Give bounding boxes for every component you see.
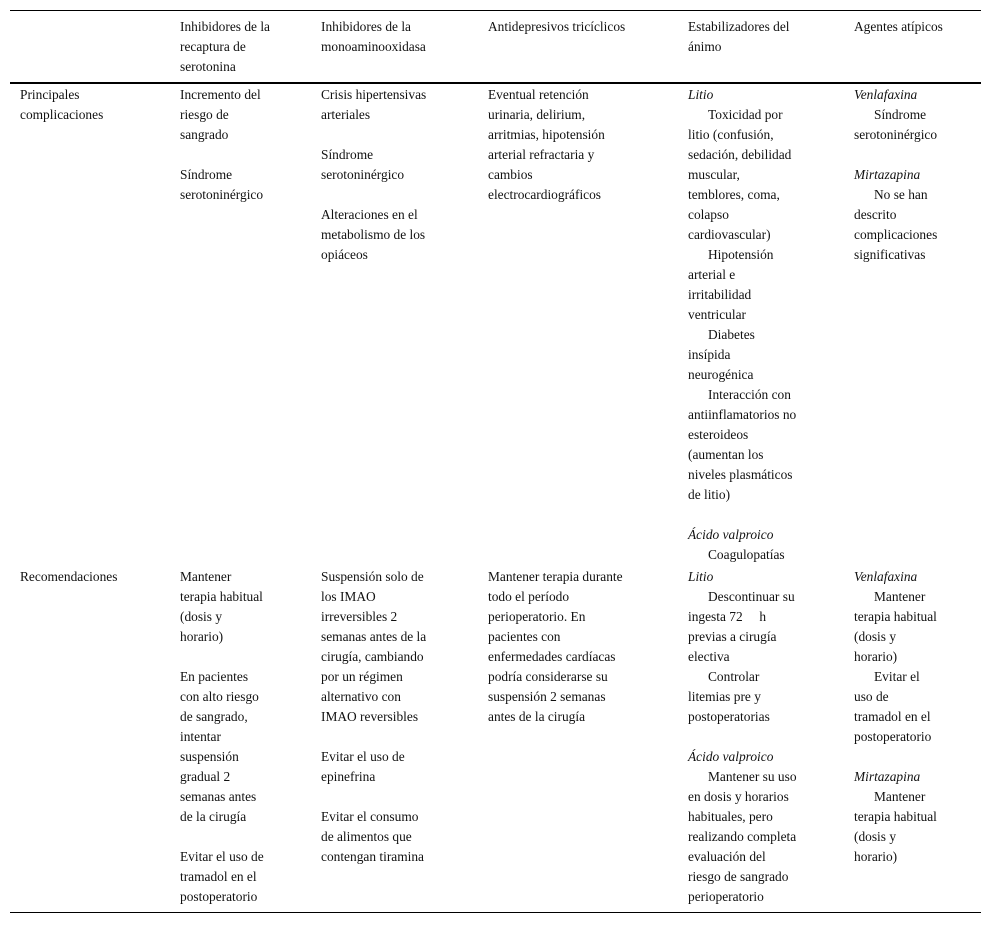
row-label-recommendations: Recomendaciones (20, 569, 118, 584)
table-header-rule (10, 82, 981, 84)
cell-mood-stabilizers-complications: Litio Toxicidad por litio (confusión, sedación, debilidad muscular, temblores, coma, colapso cardiovascular) Hipotensión arterial e irritabilidad ventricular Diabetes insípida neurogénica Interacción con antiinflamatorios no esteroideos (aumentan los niveles plasmáticos de litio) Ácido valproico Coagulopatías (688, 87, 797, 562)
cell-ssri-complications: Incremento del riesgo de sangrado Síndrome serotoninérgico (180, 87, 264, 202)
header-maoi: Inhibidores de la monoaminooxidasa (321, 19, 426, 54)
cell-maoi-recommendations: Suspensión solo de los IMAO irreversibles 2 semanas antes de la cirugía, cambiando por un régimen alternativo con IMAO reversibles Evitar el uso de epinefrina Evitar el consumo de alimentos que contengan tiramina (321, 569, 427, 864)
cell-ssri-recommendations: Mantener terapia habitual (dosis y horario) En pacientes con alto riesgo de sangrado, intentar suspensión gradual 2 semanas antes de la cirugía Evitar el uso de tramadol en el postoperatorio (180, 569, 264, 904)
table-top-rule (10, 10, 981, 11)
cell-tricyclics-recommendations: Mantener terapia durante todo el período perioperatorio. En pacientes con enfermedades cardíacas podría considerarse su suspensión 2 semanas antes de la cirugía (488, 569, 623, 724)
cell-atypical-complications: Venlafaxina Síndrome serotoninérgico Mirtazapina No se han descrito complicaciones significativas (854, 87, 938, 262)
cell-tricyclics-complications: Eventual retención urinaria, delirium, arritmias, hipotensión arterial refractaria y cambios electrocardiográficos (488, 87, 605, 202)
cell-atypical-recommendations: Venlafaxina Mantener terapia habitual (dosis y horario) Evitar el uso de tramadol en el postoperatorio Mirtazapina Mantener terapia habitual (dosis y horario) (854, 569, 937, 864)
header-tricyclics: Antidepresivos tricíclicos (488, 19, 626, 34)
header-ssri: Inhibidores de la recaptura de serotonina (180, 19, 270, 74)
row-label-complications: Principales complicaciones (20, 87, 104, 122)
cell-maoi-complications: Crisis hipertensivas arteriales Síndrome serotoninérgico Alteraciones en el metabolismo de los opiáceos (321, 87, 427, 262)
table-bottom-rule (10, 912, 981, 913)
cell-mood-stabilizers-recommendations: Litio Descontinuar su ingesta 72 h previas a cirugía electiva Controlar litemias pre y postoperatorias Ácido valproico Mantener su uso en dosis y horarios habituales, pero realizando completa evaluación del riesgo de sangrado perioperatorio (688, 569, 797, 904)
header-atypical: Agentes atípicos (854, 19, 943, 34)
header-mood-stabilizers: Estabilizadores del ánimo (688, 19, 790, 54)
